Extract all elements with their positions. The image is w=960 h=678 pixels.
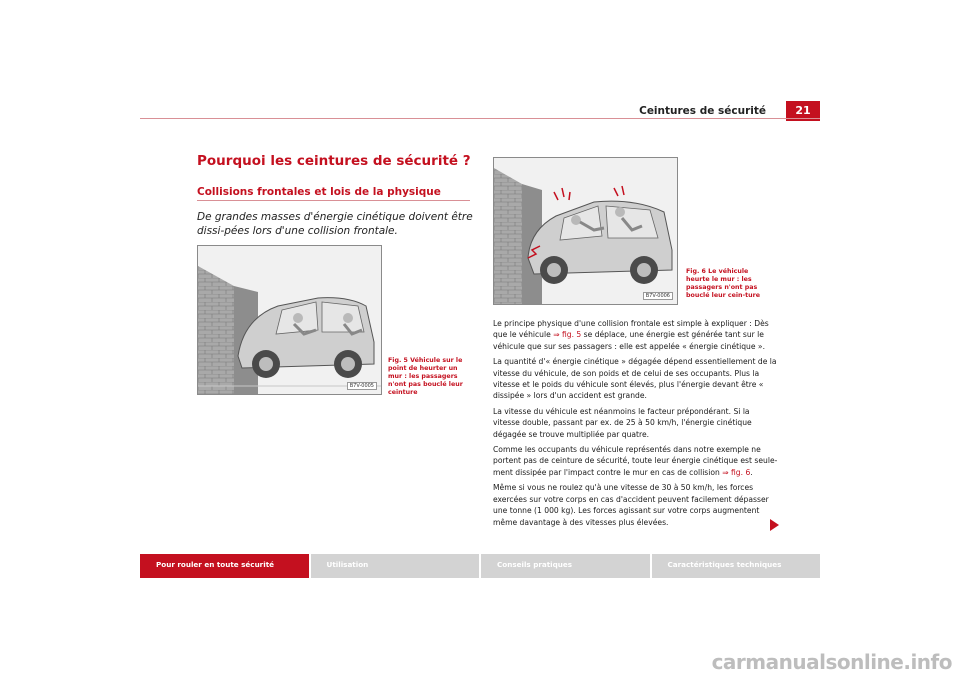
section-title: Pourquoi les ceintures de sécurité ? [197,153,471,169]
paragraph-3: La vitesse du véhicule est néanmoins le facteur prépondérant. Si la vitesse double, passant par ex. de 25 à 50 km/h, l'énergie cinétique dégagée se trouve multipliée par quatre. [493,406,752,439]
paragraph-4: Comme les occupants du véhicule représentés dans notre exemple ne portent pas de ceinture de sécurité, toute leur énergie cinétique est seule-ment dissipée par l'impact contre le mur en cas de collision ⇒ fig. 6. [493,445,778,477]
footer-tab-utilisation[interactable]: Utilisation [309,554,480,578]
watermark: carmanualsonline.info [711,650,952,674]
paragraph-2: La quantité d'« énergie cinétique » dégagée dépend essentiellement de la vitesse du véhicule, de son poids et de celui de ses occupants. Plus la vitesse et le poids du véhicule sont élevés, plus l'énergie devant être « dissipée » lors d'un accident est grande. [493,357,777,401]
figure-5-illustration [197,245,382,395]
fig-6-link[interactable]: ⇒ fig. 6 [722,467,751,477]
footer-tab-securite[interactable]: Pour rouler en toute sécurité [140,554,309,578]
continue-arrow-icon[interactable] [770,519,779,531]
figure-6-caption: Fig. 6 Le véhicule heurte le mur : les passagers n'ont pas bouclé leur cein-ture [686,268,761,299]
figure-6-code: B7V-0006 [643,292,673,300]
fig-5-link[interactable]: ⇒ fig. 5 [553,330,582,340]
page-number: 21 [786,101,820,121]
figure-5-caption: Fig. 5 Véhicule sur le point de heurter un mur : les passagers n'ont pas bouclé leur ceinture [388,357,463,396]
subtitle-rule [197,200,470,201]
figure-5-code: B7V-0005 [347,382,377,390]
section-subtitle: Collisions frontales et lois de la physique [197,186,441,198]
figure-6-illustration [493,157,678,305]
lead-paragraph: De grandes masses d'énergie cinétique doivent être dissi-pées lors d'une collision frontale. [197,211,473,237]
paragraph-1: Le principe physique d'une collision frontale est simple à expliquer : Dès que le véhicule ⇒ fig. 5 se déplace, une énergie est générée tant sur le véhicule que sur ses passagers : elle est appelée « énergie cinétique ». [493,319,769,351]
body-text [493,318,778,532]
footer-nav [140,554,820,578]
header-title: Ceintures de sécurité [639,105,766,117]
header-rule [140,118,820,119]
footer-tab-caracteristiques[interactable]: Caractéristiques techniques [650,554,821,578]
paragraph-5: Même si vous ne roulez qu'à une vitesse de 30 à 50 km/h, les forces exercées sur votre corps en cas d'accident peuvent facilement dépasser une tonne (1 000 kg). Les forces agissant sur votre corps augmentent même davantage à des vitesses plus élevées. [493,483,769,527]
footer-tab-conseils[interactable]: Conseils pratiques [479,554,650,578]
